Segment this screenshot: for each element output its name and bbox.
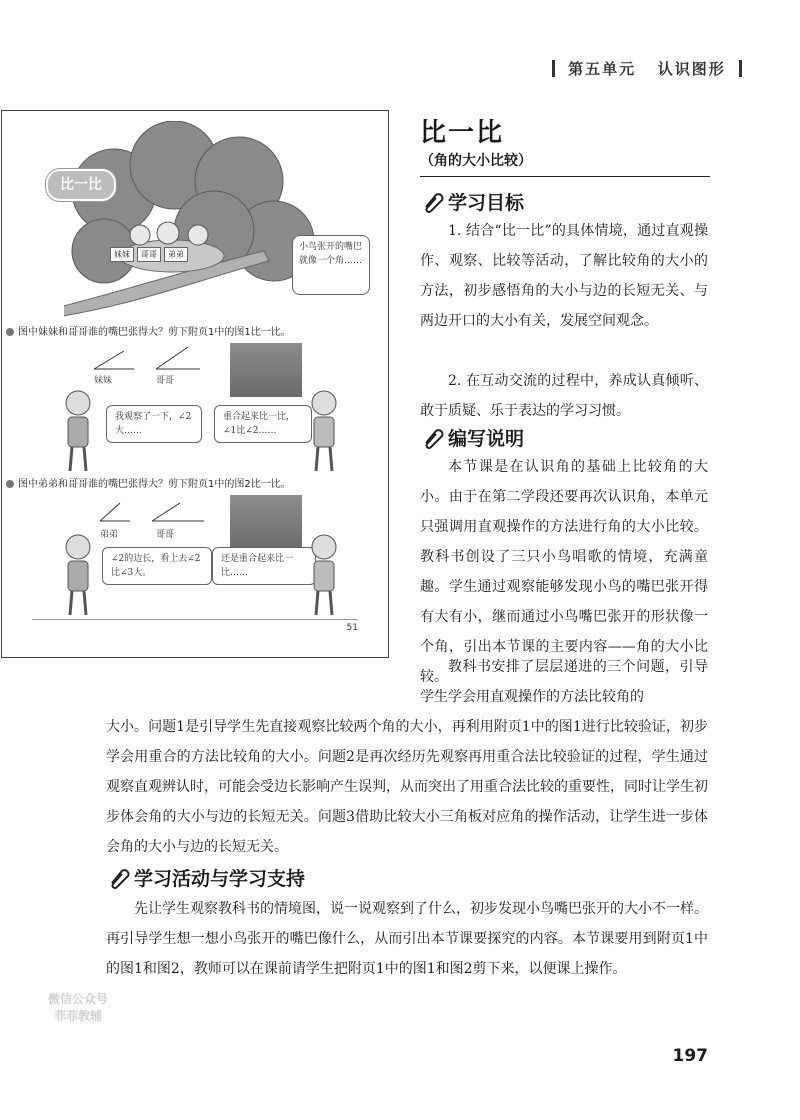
textbook-page-figure xyxy=(1,110,389,658)
watermark-line: 微信公众号 xyxy=(47,992,108,1006)
girl-illustration xyxy=(58,387,98,473)
angle-figure-1 xyxy=(84,343,204,373)
lesson-subtitle: （角的大小比较） xyxy=(420,153,532,169)
paperclip-icon xyxy=(420,189,446,213)
textbook-question-1: 图中妹妹和哥哥谁的嘴巴张得大？剪下附页1中的图1比一比。 xyxy=(6,323,291,338)
nest-labels xyxy=(110,247,191,262)
angle-figure-2 xyxy=(90,495,210,525)
goal-paragraph: 1. 结合“比一比”的具体情境，通过直观操作、观察、比较等活动，了解比较角的大小的方法，初步感悟角的大小与边的长短无关、与两边开口的大小有关，发展空间观念。 xyxy=(420,223,708,329)
header-bar-right xyxy=(739,60,742,77)
angle-label: 弟弟 xyxy=(100,530,119,540)
watermark-line: 菲菲教辅 xyxy=(53,1009,102,1023)
section-title: 学习活动与学习支持 xyxy=(134,868,306,890)
bird-speech-bubble: 小鸟张开的嘴巴就像一个角…… xyxy=(292,235,370,295)
notes-paragraph: 本节课是在认识角的基础上比较角的大小。由于在第二学段还要再次认识角，本单元只强调用直观操作的方法进行角的大小比较。教科书创设了三只小鸟唱歌的情境，充满童趣。学生通过观察能够发现小鸟的嘴巴张开得有大有小，继而通过小鸟嘴巴张开的形状像一个角，引出本节课的主要内容——角的大小比较。 xyxy=(420,459,708,685)
textbook-badge: 比一比 xyxy=(46,169,116,201)
girl-speech-2: ∠2的边长，看上去∠2比∠3大。 xyxy=(102,547,212,585)
paperclip-icon xyxy=(106,865,132,889)
header-bar-left xyxy=(552,60,555,77)
nest-label: 弟弟 xyxy=(164,247,188,262)
boy-illustration xyxy=(302,387,346,473)
angle-label: 哥哥 xyxy=(156,530,175,540)
overlap-photo-2 xyxy=(230,495,302,553)
notes-paragraph: 大小。问题1是引导学生先直接观察比较两个角的大小，再利用附页1中的图1进行比较验证，初步学会用重合的方法比较角的大小。问题2是再次经历先观察再用重合法比较验证的过程，学生通过观察直观辨认时，可能会受边长影响产生误判，从而突出了用重合法比较的重要性，同时让学生初步体会角的大小与边的长短无关。问题3借助比较大小三角板对应角的操作活动，让学生进一步体会角的大小与边的长短无关。 xyxy=(106,719,708,855)
textbook-page-number: 51 xyxy=(346,623,358,633)
running-header xyxy=(546,58,748,79)
boy-speech-2: 还是重合起来比一比…… xyxy=(212,547,316,585)
header-topic: 认识图形 xyxy=(657,60,726,78)
lesson-title-rule xyxy=(420,176,710,177)
goal-paragraph: 2. 在互动交流的过程中，养成认真倾听、敢于质疑、乐于表达的学习习惯。 xyxy=(420,373,708,419)
notes-paragraph: 教科书安排了层层递进的三个问题，引导学生学会用直观操作的方法比较角的 xyxy=(420,659,708,705)
page-number: 197 xyxy=(672,1046,708,1066)
angle-label: 哥哥 xyxy=(156,376,175,386)
lesson-title: 比一比 xyxy=(420,118,505,148)
tree-illustration xyxy=(64,121,324,321)
boy-speech-1: 重合起来比一比，∠1比∠2…… xyxy=(214,405,312,443)
angle-label: 妹妹 xyxy=(94,376,113,386)
nest-label: 哥哥 xyxy=(137,247,161,262)
nest-label: 妹妹 xyxy=(110,247,134,262)
textbook-question-2: 图中弟弟和哥哥谁的嘴巴张得大？剪下附页1中的图2比一比。 xyxy=(6,475,291,490)
activities-paragraph: 先让学生观察教科书的情境图，说一说观察到了什么，初步发现小鸟嘴巴张开的大小不一样。再引导学生想一想小鸟张开的嘴巴像什么，从而引出本节课要探究的内容。本节课要用到附页1中的图1和图2，教师可以在课前请学生把附页1中的图1和图2剪下来，以便课上操作。 xyxy=(106,901,708,977)
boy-illustration xyxy=(302,531,346,617)
section-heading-goals xyxy=(420,188,524,215)
header-unit: 第五单元 xyxy=(568,60,637,78)
watermark xyxy=(8,962,148,1032)
girl-speech-1: 我观察了一下，∠2大…… xyxy=(106,405,202,443)
section-heading-activities xyxy=(106,864,305,891)
overlap-photo-1 xyxy=(230,343,302,397)
section-title: 学习目标 xyxy=(448,192,525,214)
paperclip-icon xyxy=(420,425,446,449)
section-heading-notes xyxy=(420,424,524,451)
textbook-footer-rule xyxy=(32,619,358,620)
girl-illustration xyxy=(58,531,98,617)
section-title: 编写说明 xyxy=(448,428,525,450)
